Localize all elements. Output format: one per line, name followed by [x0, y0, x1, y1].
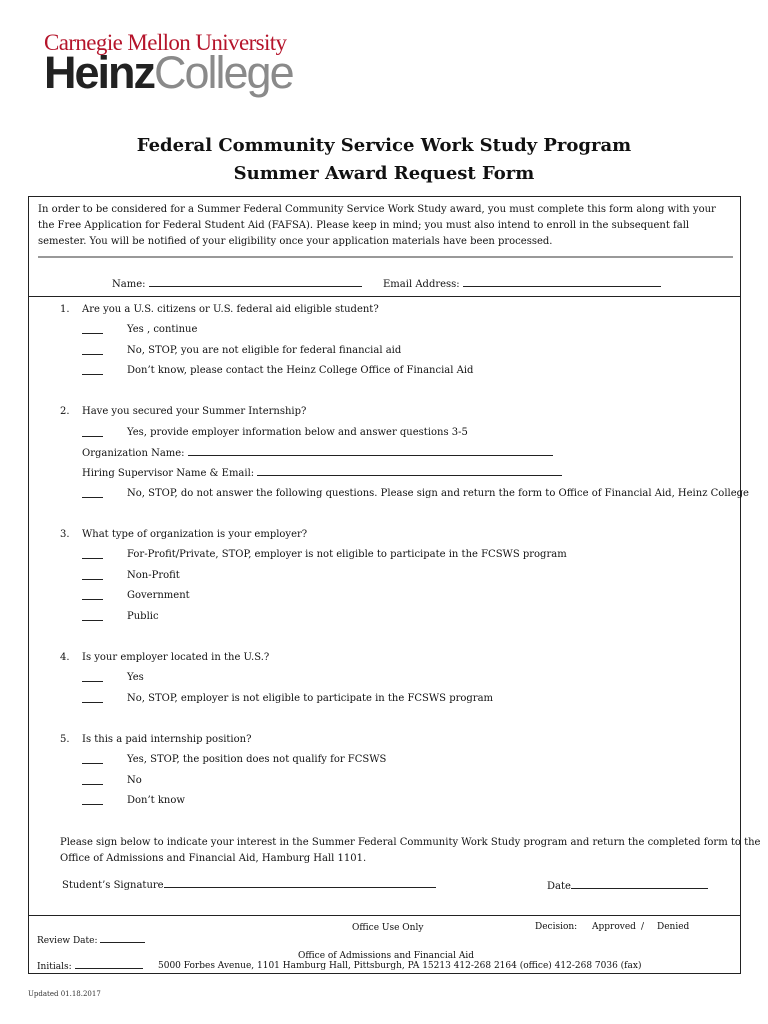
email-input-line[interactable]	[463, 277, 661, 287]
intro-text: In order to be considered for a Summer Federal Community Service Work Study award, you must complete this form along with your the Free Application for Federal Student Aid (FAFSA). Please keep in mind; you must also intend to enroll in the subsequent fall semester. You will be notified of your eligibility once your application materials have been processed.	[38, 204, 716, 247]
review-date-line[interactable]	[100, 934, 145, 943]
q4-option1-blank[interactable]	[82, 681, 103, 682]
q3-number: 3.	[60, 529, 70, 540]
organization-name-field[interactable]: Organization Name:	[82, 446, 553, 460]
q5-number: 5.	[60, 734, 70, 745]
q4-option1-label: Yes	[127, 672, 144, 683]
q4-text: Is your employer located in the U.S.?	[82, 652, 270, 663]
q2-option1-label: Yes, provide employer information below and answer questions 3-5	[127, 427, 468, 438]
q4-option2-label: No, STOP, employer is not eligible to participate in the FCSWS program	[127, 693, 494, 704]
office-use-heading: Office Use Only	[352, 923, 424, 933]
name-field[interactable]: Name:	[112, 277, 362, 291]
office-address: 5000 Forbes Avenue, 1101 Hamburg Hall, Pittsburgh, PA 15213 412-268 2164 (office) 412-268 7036 (fax)	[158, 961, 642, 971]
supervisor-field[interactable]: Hiring Supervisor Name & Email:	[82, 466, 562, 480]
q5-option1-label: Yes, STOP, the position does not qualify for FCSWS	[127, 754, 387, 765]
denied-option[interactable]: Denied	[657, 922, 690, 932]
decision-separator: /	[641, 922, 645, 932]
q2-text: Have you secured your Summer Internship?	[82, 406, 307, 417]
q3-option3-label: Government	[127, 590, 190, 601]
organization-name-line[interactable]	[188, 446, 553, 456]
q5-option3-label: Don’t know	[127, 795, 185, 806]
q3-option1-blank[interactable]	[82, 558, 103, 559]
q2-option2-label: No, STOP, do not answer the following questions. Please sign and return the form to Office of Financial Aid, Heinz College	[127, 488, 749, 499]
q3-option2-label: Non-Profit	[127, 570, 180, 581]
updated-date: Updated 01.18.2017	[28, 990, 101, 998]
section-divider	[38, 256, 733, 258]
q3-option2-blank[interactable]	[82, 579, 103, 580]
decision-label: Decision:	[535, 922, 578, 932]
date-field[interactable]: Date	[547, 879, 708, 893]
q3-option1-label: For-Profit/Private, STOP, employer is not eligible to participate in the FCSWS program	[127, 549, 567, 560]
supervisor-line[interactable]	[257, 466, 562, 476]
q1-number: 1.	[60, 304, 70, 315]
date-line[interactable]	[571, 879, 708, 889]
q3-text: What type of organization is your employer?	[82, 529, 308, 540]
email-field[interactable]: Email Address:	[383, 277, 661, 291]
q1-option3-blank[interactable]	[82, 374, 103, 375]
q1-option1-label: Yes , continue	[127, 324, 198, 335]
q2-option2-blank[interactable]	[82, 497, 103, 498]
office-name: Office of Admissions and Financial Aid	[298, 951, 475, 961]
q5-text: Is this a paid internship position?	[82, 734, 252, 745]
closing-line1: Please sign below to indicate your interest in the Summer Federal Community Work Study program and return the completed form to the	[60, 837, 761, 848]
q3-option4-blank[interactable]	[82, 620, 103, 621]
q5-option3-blank[interactable]	[82, 804, 103, 805]
q1-option1-blank[interactable]	[82, 333, 103, 334]
q1-option2-label: No, STOP, you are not eligible for federal financial aid	[127, 345, 402, 356]
q4-number: 4.	[60, 652, 70, 663]
name-input-line[interactable]	[149, 277, 362, 287]
q2-number: 2.	[60, 406, 70, 417]
signature-field[interactable]: Student’s Signature	[62, 878, 436, 892]
q5-option2-blank[interactable]	[82, 784, 103, 785]
q3-option4-label: Public	[127, 611, 159, 622]
review-date-field[interactable]: Review Date:	[37, 934, 145, 948]
q5-option1-blank[interactable]	[82, 763, 103, 764]
q3-option3-blank[interactable]	[82, 599, 103, 600]
q2-option1-blank[interactable]	[82, 436, 103, 437]
q4-option2-blank[interactable]	[82, 702, 103, 703]
form-title-line2: Summer Award Request Form	[233, 163, 535, 184]
college-name: HeinzCollege	[44, 47, 293, 98]
approved-option[interactable]: Approved	[592, 922, 636, 932]
q1-option2-blank[interactable]	[82, 354, 103, 355]
name-row-divider	[28, 296, 741, 297]
initials-field[interactable]: Initials:	[37, 960, 143, 974]
q1-text: Are you a U.S. citizens or U.S. federal aid eligible student?	[82, 304, 379, 315]
office-section-divider	[28, 915, 741, 916]
initials-line[interactable]	[75, 960, 143, 969]
form-title-line1: Federal Community Service Work Study Program	[136, 135, 632, 156]
q1-option3-label: Don’t know, please contact the Heinz College Office of Financial Aid	[127, 365, 474, 376]
q5-option2-label: No	[127, 775, 142, 786]
closing-line2: Office of Admissions and Financial Aid, Hamburg Hall 1101.	[60, 853, 367, 864]
signature-line[interactable]	[164, 878, 436, 888]
university-name: Carnegie Mellon University	[44, 30, 287, 55]
